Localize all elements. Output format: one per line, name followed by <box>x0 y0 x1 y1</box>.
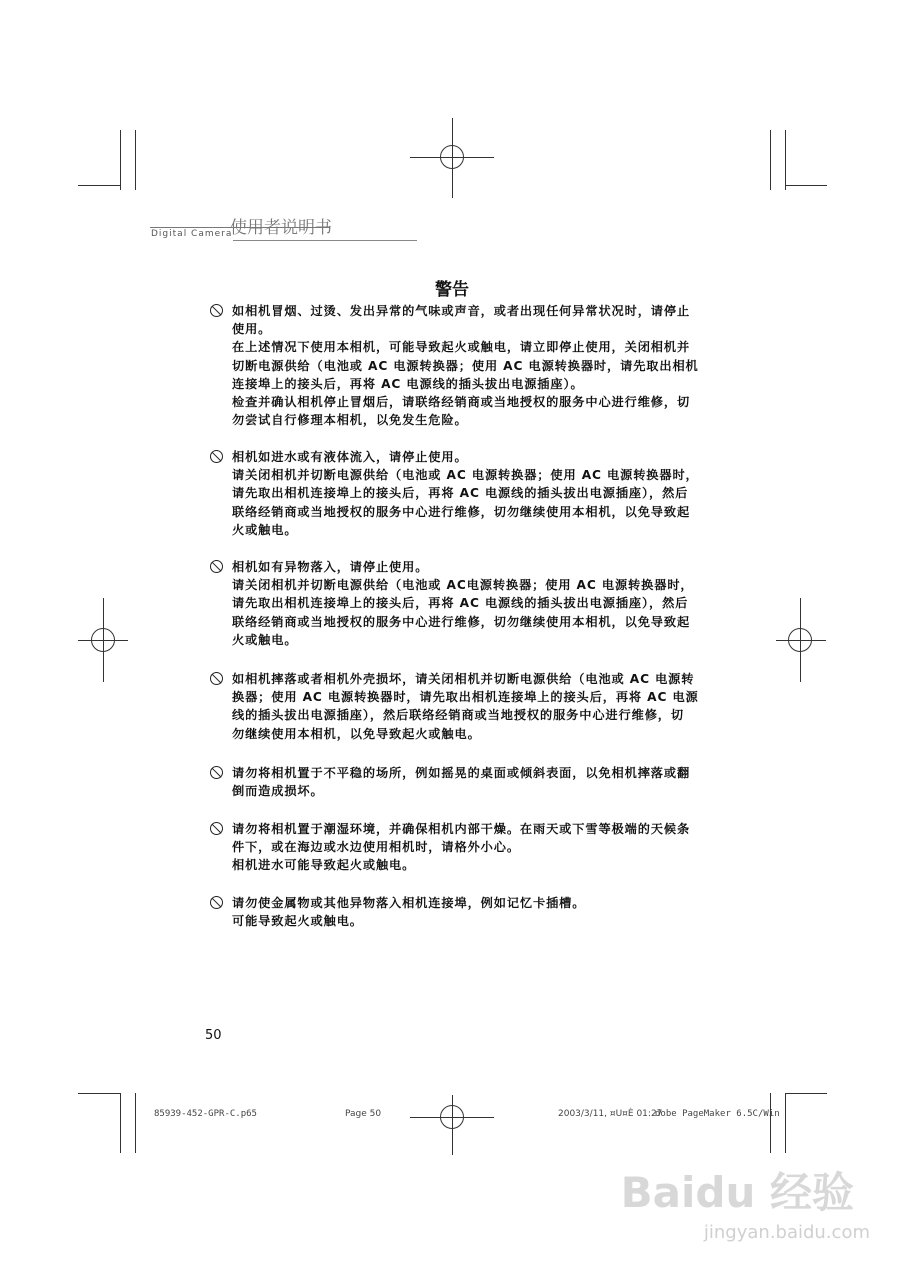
header-title: 使用者说明书 <box>230 218 332 238</box>
warning-line: 请关闭相机并切断电源供给（电池或 AC 电源转换器；使用 AC 电源转换器时， <box>232 468 699 483</box>
warning-line: 切断电源供给（电池或 AC 电源转换器；使用 AC 电源转换器时，请先取出相机 <box>232 358 699 373</box>
prohibited-icon <box>210 672 223 685</box>
warning-line: 件下，或在海边或水边使用相机时，请格外小心。 <box>232 840 520 855</box>
warning-line: 检查并确认相机停止冒烟后，请联络经销商或当地授权的服务中心进行维修，切 <box>232 394 691 409</box>
warning-line: 勿尝试自行修理本相机，以免发生危险。 <box>232 413 468 428</box>
footer-date: 2003/3/11, ¤U¤È 01:27 <box>558 1109 663 1119</box>
warning-line: 相机进水可能导致起火或触电。 <box>232 858 416 873</box>
warning-line: 请先取出相机连接埠上的接头后，再将 AC 电源线的插头拔出电源插座），然后 <box>232 596 689 611</box>
watermark-logo: Baidu 经验 <box>620 1168 854 1217</box>
warning-item <box>208 302 708 429</box>
warning-line: 火或触电。 <box>232 522 298 537</box>
warning-line: 请勿将相机置于潮湿环境，并确保相机内部干燥。在雨天或下雪等极端的天候条 <box>232 822 691 836</box>
warning-line: 如相机冒烟、过烫、发出异常的气味或声音，或者出现任何异常状况时，请停止 <box>232 304 691 318</box>
warning-line: 可能导致起火或触电。 <box>232 914 363 929</box>
warning-item <box>208 670 708 743</box>
warning-line: 请先取出相机连接埠上的接头后，再将 AC 电源线的插头拔出电源插座），然后 <box>232 486 689 501</box>
page-number: 50 <box>205 1028 222 1043</box>
warning-line: 线的插头拔出电源插座），然后联络经销商或当地授权的服务中心进行维修，切 <box>232 708 684 723</box>
warning-line: 联络经销商或当地授权的服务中心进行维修，切勿继续使用本相机，以免导致起 <box>232 614 691 629</box>
header-rule-right <box>233 240 417 241</box>
prohibited-icon <box>210 896 223 909</box>
footer-page: Page 50 <box>345 1109 382 1119</box>
footer-app: dobe PageMaker 6.5C/Win <box>655 1109 780 1119</box>
warning-line: 请勿使金属物或其他异物落入相机连接埠，例如记忆卡插槽。 <box>232 896 586 910</box>
warning-item <box>208 764 708 800</box>
footer-file: 85939-452-GPR-C.p65 <box>154 1109 257 1119</box>
warning-line: 换器；使用 AC 电源转换器时，请先取出相机连接埠上的接头后，再将 AC 电源 <box>232 690 699 705</box>
warning-line: 如相机摔落或者相机外壳损坏，请关闭相机并切断电源供给（电池或 AC 电源转 <box>232 672 695 686</box>
warning-line: 连接埠上的接头后，再将 AC 电源线的插头拔出电源插座）。 <box>232 376 584 391</box>
prohibited-icon <box>210 560 223 573</box>
warning-line: 请勿将相机置于不平稳的场所，例如摇晃的桌面或倾斜表面，以免相机摔落或翻 <box>232 766 691 780</box>
warning-line: 相机如进水或有液体流入，请停止使用。 <box>232 450 468 464</box>
warning-line: 在上述情况下使用本相机，可能导致起火或触电，请立即停止使用，关闭相机并 <box>232 340 691 355</box>
warning-line: 请关闭相机并切断电源供给（电池或 AC电源转换器；使用 AC 电源转换器时， <box>232 578 694 593</box>
warning-item <box>208 820 708 875</box>
watermark-url: jingyan.baidu.com <box>703 1222 870 1243</box>
warning-item <box>208 558 708 649</box>
prohibited-icon <box>210 766 223 779</box>
warning-item <box>208 894 708 930</box>
warning-line: 火或触电。 <box>232 632 298 647</box>
warning-line: 倒而造成损坏。 <box>232 784 324 799</box>
warning-item <box>208 448 708 539</box>
warning-line: 勿继续使用本相机，以免导致起火或触电。 <box>232 726 481 741</box>
warning-line: 联络经销商或当地授权的服务中心进行维修，切勿继续使用本相机，以免导致起 <box>232 504 691 519</box>
warning-line: 相机如有异物落入，请停止使用。 <box>232 560 429 574</box>
prohibited-icon <box>210 822 223 835</box>
prohibited-icon <box>210 304 223 317</box>
prohibited-icon <box>210 450 223 463</box>
warning-line: 使用。 <box>232 322 272 337</box>
section-title: 警告 <box>435 280 469 300</box>
header-subtitle: Digital Camera <box>151 229 233 239</box>
